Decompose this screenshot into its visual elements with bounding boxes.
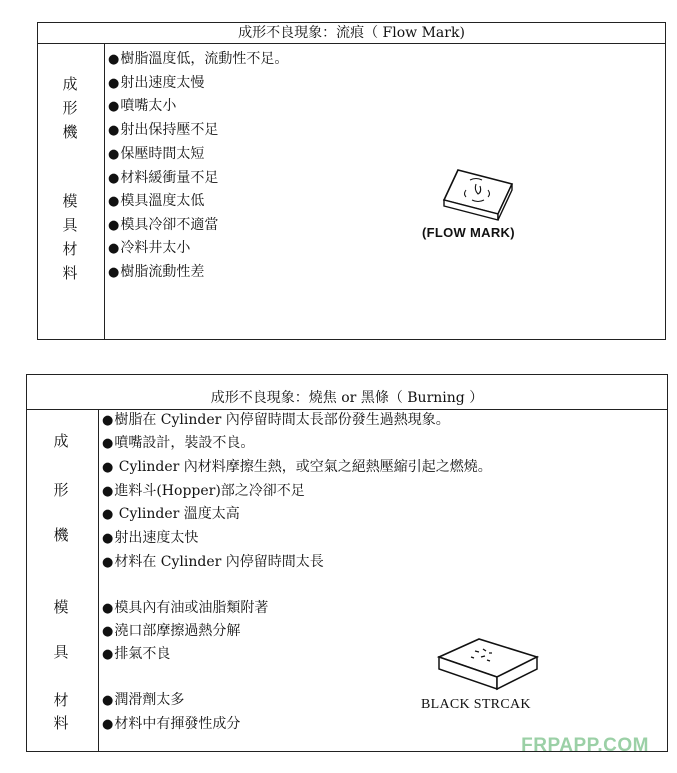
- side-label: 料: [53, 714, 69, 732]
- cause-item: ●潤滑劑太多: [102, 692, 185, 708]
- flow-mark-column-divider: [104, 43, 105, 339]
- cause-item: ●樹脂溫度低，流動性不足。: [108, 51, 289, 67]
- side-label: 形: [53, 481, 69, 499]
- side-label: 具: [53, 643, 69, 661]
- cause-item: ●排氣不良: [102, 646, 171, 662]
- cause-item: ●模具冷卻不適當: [108, 217, 219, 233]
- cause-item: ● Cylinder 內材料摩擦生熱，或空氣之絕熱壓縮引起之燃燒。: [102, 459, 492, 475]
- flow-mark-caption: (FLOW MARK): [422, 225, 515, 240]
- burning-column-divider: [98, 409, 99, 751]
- black-streak-block-illustration: [435, 633, 541, 693]
- side-label: 材: [62, 240, 78, 258]
- side-label: 具: [62, 216, 78, 234]
- cause-item: ●射出速度太慢: [108, 75, 205, 91]
- cause-item: ●樹脂在 Cylinder 內停留時間太長部份發生過熱現象。: [102, 412, 450, 428]
- cause-item: ●模具溫度太低: [108, 193, 205, 209]
- cause-item: ●射出速度太快: [102, 530, 199, 546]
- side-label: 模: [53, 598, 69, 616]
- cause-item: ●材料中有揮發性成分: [102, 716, 241, 732]
- burning-table: [26, 374, 668, 752]
- side-label: 成: [62, 75, 78, 93]
- side-label: 材: [53, 691, 69, 709]
- watermark: FRPAPP.COM: [521, 735, 649, 756]
- cause-item: ●射出保持壓不足: [108, 122, 219, 138]
- side-label: 模: [62, 192, 78, 210]
- cause-item: ●保壓時間太短: [108, 146, 205, 162]
- cause-item: ●模具內有油或油脂類附著: [102, 600, 269, 616]
- flow-mark-plate-illustration: [442, 166, 522, 222]
- cause-item: ●進料斗(Hopper)部之冷卻不足: [102, 483, 305, 499]
- side-label: 機: [62, 123, 78, 141]
- burning-title: 成形不良現象：燒焦 or 黑條（ Burning ）: [27, 387, 667, 410]
- cause-item: ●樹脂流動性差: [108, 264, 205, 280]
- cause-item: ●材料在 Cylinder 內停留時間太長: [102, 554, 324, 570]
- cause-item: ●冷料井太小: [108, 240, 191, 256]
- cause-item: ●噴嘴太小: [108, 98, 177, 114]
- side-label: 料: [62, 264, 78, 282]
- side-label: 成: [53, 432, 69, 450]
- flow-mark-title: 成形不良現象：流痕（ Flow Mark): [38, 23, 665, 44]
- flow-mark-table: [37, 22, 666, 340]
- side-label: 機: [53, 526, 69, 544]
- black-streak-caption: BLACK STRCAK: [421, 697, 531, 712]
- cause-item: ●澆口部摩擦過熱分解: [102, 623, 241, 639]
- cause-item: ● Cylinder 溫度太高: [102, 506, 240, 522]
- cause-item: ●噴嘴設計，裝設不良。: [102, 435, 255, 451]
- cause-item: ●材料緩衝量不足: [108, 170, 219, 186]
- burning-title-top-space: [27, 375, 667, 387]
- side-label: 形: [62, 99, 78, 117]
